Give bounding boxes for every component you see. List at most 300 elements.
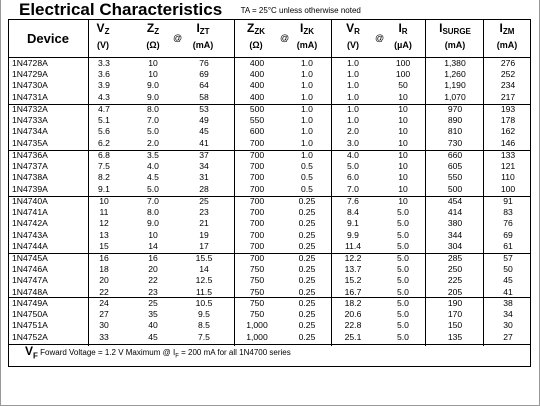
cell-vr: 16.7 [344, 286, 362, 297]
cell-vr: 25.1 [344, 331, 362, 342]
header-device [8, 21, 88, 57]
cell-zz: 10 [148, 69, 158, 80]
cell-izm: 30 [503, 320, 513, 331]
header-izt-symbol: I [196, 21, 200, 35]
header-zz-subscript: Z [154, 27, 160, 36]
cell-ir: 100 [395, 58, 411, 68]
cell-vr: 1.0 [347, 91, 359, 102]
cell-izt: 25 [199, 196, 209, 206]
cell-zz: 14 [148, 240, 158, 251]
cell-izt: 37 [199, 150, 209, 160]
cell-device: 1N4737A [12, 161, 48, 172]
cell-izm: 110 [501, 172, 515, 183]
header-izk-unit: (mA) [296, 40, 318, 50]
cell-zz: 5.0 [147, 183, 159, 194]
cell-izt: 41 [199, 137, 209, 148]
header-vr [338, 21, 368, 57]
cell-izk: 0.25 [298, 309, 316, 320]
cell-izk: 1.0 [301, 80, 313, 91]
header-isurge-unit: (mA) [444, 40, 466, 50]
cell-ir: 5.0 [397, 331, 409, 342]
cell-izt: 17 [199, 240, 209, 251]
cell-isurge: 550 [447, 172, 463, 183]
cell-isurge: 205 [447, 286, 463, 297]
cell-izm: 276 [500, 58, 516, 68]
cell-vz: 5.1 [98, 115, 110, 126]
cell-ir: 5.0 [397, 275, 409, 286]
cell-zz: 40 [148, 320, 158, 331]
cell-zzk: 700 [249, 172, 265, 183]
cell-ir: 5.0 [397, 264, 409, 275]
cell-vr: 1.0 [347, 69, 359, 80]
header-izm-subscript: ZM [502, 27, 515, 36]
cell-zzk: 700 [249, 161, 265, 172]
cell-vz: 15 [99, 240, 109, 251]
cell-izm: 76 [503, 218, 513, 229]
cell-device: 1N4745A [12, 253, 48, 263]
cell-izm: 69 [503, 229, 513, 240]
cell-vz: 4.7 [98, 104, 110, 114]
cell-izk: 0.25 [298, 196, 316, 206]
cell-zzk: 750 [249, 286, 265, 297]
cell-zzk: 600 [249, 126, 265, 137]
cell-device: 1N4739A [12, 183, 48, 194]
cell-izt: 19 [199, 229, 209, 240]
cell-vr: 1.0 [347, 58, 359, 68]
header-izt [186, 21, 220, 57]
cell-isurge: 1,190 [444, 80, 466, 91]
cell-izk: 0.25 [298, 240, 316, 251]
cell-ir: 5.0 [397, 229, 409, 240]
cell-vr: 1.0 [347, 104, 359, 114]
header-vr-symbol: V [346, 21, 355, 35]
table-row [0, 254, 540, 263]
table-row [0, 242, 540, 251]
cell-vr: 6.0 [347, 172, 359, 183]
table-row [0, 208, 540, 217]
header-vz [88, 21, 118, 57]
cell-zz: 8.0 [147, 104, 159, 114]
header-vz-symbol: V [96, 21, 105, 35]
cell-vz: 22 [99, 286, 109, 297]
header-vz-subscript: Z [104, 27, 110, 36]
at-symbol: @ [280, 33, 290, 43]
cell-vz: 6.2 [98, 137, 110, 148]
cell-izm: 100 [500, 183, 516, 194]
cell-vr: 18.2 [344, 298, 362, 308]
cell-izk: 1.0 [301, 69, 313, 80]
cell-vz: 3.6 [98, 69, 110, 80]
cell-izk: 1.0 [301, 137, 313, 148]
table-row [0, 333, 540, 342]
cell-izk: 1.0 [301, 58, 313, 68]
table-row [0, 276, 540, 285]
cell-zz: 23 [148, 286, 158, 297]
cell-izm: 83 [503, 207, 513, 218]
cell-ir: 5.0 [397, 253, 409, 263]
cell-vr: 2.0 [347, 126, 359, 137]
cell-vr: 20.6 [344, 309, 362, 320]
cell-vz: 24 [99, 298, 109, 308]
cell-izt: 31 [199, 172, 209, 183]
cell-ir: 5.0 [397, 309, 409, 320]
cell-zz: 7.0 [147, 196, 159, 206]
cell-zzk: 400 [249, 91, 265, 102]
cell-vr: 1.0 [347, 115, 359, 126]
header-zz [138, 21, 168, 57]
cell-izk: 0.25 [298, 264, 316, 275]
header-ir [385, 21, 421, 57]
cell-zzk: 700 [249, 196, 265, 206]
cell-zzk: 700 [249, 253, 265, 263]
cell-device: 1N4740A [12, 196, 48, 206]
cell-zzk: 400 [249, 69, 265, 80]
cell-vz: 3.3 [98, 58, 110, 68]
cell-izm: 34 [503, 309, 513, 320]
cell-device: 1N4730A [12, 80, 48, 91]
cell-vr: 9.1 [347, 218, 359, 229]
table-row [0, 81, 540, 90]
cell-vz: 16 [99, 253, 109, 263]
cell-vz: 27 [99, 309, 109, 320]
test-condition: TA = 25°C unless otherwise noted [240, 6, 361, 15]
header-izt-unit: (mA) [192, 40, 214, 50]
cell-vz: 9.1 [98, 183, 110, 194]
cell-izm: 50 [503, 264, 513, 275]
cell-ir: 10 [398, 172, 408, 183]
cell-zzk: 750 [249, 264, 265, 275]
cell-izm: 45 [503, 275, 513, 286]
cell-ir: 10 [398, 126, 408, 137]
cell-vr: 7.0 [347, 183, 359, 194]
cell-izt: 53 [199, 104, 209, 114]
cell-ir: 10 [398, 104, 408, 114]
cell-ir: 10 [398, 91, 408, 102]
table-row [0, 173, 540, 182]
cell-izk: 0.5 [301, 161, 313, 172]
cell-device: 1N4744A [12, 240, 48, 251]
cell-izt: 49 [199, 115, 209, 126]
table-row [0, 185, 540, 194]
cell-ir: 10 [398, 115, 408, 126]
cell-device: 1N4736A [12, 150, 48, 160]
cell-zzk: 550 [249, 115, 265, 126]
table-row [0, 116, 540, 125]
cell-ir: 10 [398, 196, 408, 206]
cell-ir: 10 [398, 183, 408, 194]
cell-device: 1N4743A [12, 229, 48, 240]
cell-zz: 4.0 [147, 161, 159, 172]
cell-device: 1N4748A [12, 286, 48, 297]
page-title: Electrical Characteristics [19, 0, 223, 19]
cell-zzk: 750 [249, 309, 265, 320]
header-ir-symbol: I [398, 21, 402, 35]
header-izm-symbol: I [499, 21, 503, 35]
at-symbol: @ [173, 33, 183, 43]
cell-isurge: 730 [447, 137, 463, 148]
table-row [0, 310, 540, 319]
cell-izk: 0.5 [301, 172, 313, 183]
cell-device: 1N4751A [12, 320, 48, 331]
cell-ir: 10 [398, 161, 408, 172]
cell-zz: 16 [148, 253, 158, 263]
cell-vz: 10 [99, 196, 109, 206]
table-row [0, 299, 540, 308]
cell-device: 1N4733A [12, 115, 48, 126]
cell-isurge: 414 [447, 207, 463, 218]
cell-vz: 13 [99, 229, 109, 240]
cell-izm: 27 [503, 331, 513, 342]
header-zzk-unit: (Ω) [249, 40, 263, 50]
cell-vz: 20 [99, 275, 109, 286]
cell-vz: 7.5 [98, 161, 110, 172]
cell-ir: 5.0 [397, 218, 409, 229]
cell-isurge: 1,380 [444, 58, 466, 68]
header-zzk-subscript: ZK [254, 27, 265, 36]
cell-zzk: 700 [249, 229, 265, 240]
cell-vz: 30 [99, 320, 109, 331]
cell-isurge: 810 [447, 126, 463, 137]
cell-isurge: 170 [447, 309, 463, 320]
cell-isurge: 285 [447, 253, 463, 263]
cell-izm: 61 [503, 240, 513, 251]
header-zzk-symbol: Z [246, 21, 255, 35]
cell-izt: 28 [199, 183, 209, 194]
cell-izm: 57 [503, 253, 513, 263]
table-row [0, 139, 540, 148]
table-row [0, 219, 540, 228]
cell-izk: 0.25 [298, 320, 316, 331]
header-device-label: Device [27, 31, 69, 46]
table-row [0, 59, 540, 68]
cell-izt: 34 [199, 161, 209, 172]
cell-zz: 7.0 [147, 115, 159, 126]
cell-izt: 7.5 [198, 331, 210, 342]
cell-isurge: 500 [447, 183, 463, 194]
cell-izt: 45 [199, 126, 209, 137]
cell-izt: 10.5 [195, 298, 213, 308]
cell-vz: 11 [99, 207, 109, 218]
cell-izm: 121 [500, 161, 516, 172]
header-izk [290, 21, 324, 57]
footer-subscript: F [33, 351, 38, 361]
cell-device: 1N4732A [12, 104, 48, 114]
cell-vr: 3.0 [347, 137, 359, 148]
cell-ir: 10 [398, 137, 408, 148]
header-vz-unit: (V) [97, 40, 109, 50]
cell-vz: 8.2 [98, 172, 110, 183]
cell-zz: 45 [148, 331, 158, 342]
cell-izt: 21 [199, 218, 209, 229]
footer-text-b: = 200 mA for all 1N4700 series [178, 348, 291, 357]
cell-vz: 33 [99, 331, 109, 342]
cell-vr: 13.7 [344, 264, 362, 275]
cell-izk: 0.25 [298, 298, 316, 308]
cell-ir: 50 [398, 80, 408, 91]
cell-izt: 9.5 [198, 309, 210, 320]
cell-device: 1N4738A [12, 172, 48, 183]
cell-izk: 0.25 [298, 207, 316, 218]
cell-vz: 18 [99, 264, 109, 275]
cell-izm: 193 [500, 104, 516, 114]
cell-ir: 5.0 [397, 320, 409, 331]
cell-ir: 5.0 [397, 240, 409, 251]
table-row [0, 265, 540, 274]
cell-izt: 11.5 [195, 286, 213, 297]
cell-zz: 20 [148, 264, 158, 275]
cell-zz: 5.0 [147, 126, 159, 137]
cell-zz: 3.5 [147, 150, 159, 160]
cell-zzk: 700 [249, 240, 265, 251]
cell-vz: 12 [99, 218, 109, 229]
table-row [0, 288, 540, 297]
cell-izt: 23 [199, 207, 209, 218]
cell-isurge: 454 [447, 196, 463, 206]
header-ir-subscript: R [401, 27, 408, 36]
cell-izm: 234 [500, 80, 516, 91]
cell-zzk: 700 [249, 183, 265, 194]
header-izm [485, 21, 529, 57]
title-row [19, 0, 361, 20]
cell-izm: 217 [500, 91, 516, 102]
cell-izt: 76 [199, 58, 209, 68]
cell-device: 1N4749A [12, 298, 48, 308]
cell-izk: 1.0 [301, 91, 313, 102]
cell-izm: 38 [503, 298, 513, 308]
cell-ir: 5.0 [397, 298, 409, 308]
cell-zz: 10 [148, 58, 158, 68]
cell-izk: 1.0 [301, 104, 313, 114]
footer-symbol: V [25, 344, 34, 358]
at-symbol: @ [375, 33, 385, 43]
cell-zz: 35 [148, 309, 158, 320]
cell-izk: 1.0 [301, 126, 313, 137]
cell-ir: 10 [398, 150, 408, 160]
cell-vr: 7.6 [347, 196, 359, 206]
cell-ir: 5.0 [397, 207, 409, 218]
cell-izm: 41 [503, 286, 513, 297]
cell-zz: 4.5 [147, 172, 159, 183]
cell-isurge: 344 [447, 229, 463, 240]
header-izm-unit: (mA) [496, 40, 518, 50]
cell-ir: 5.0 [397, 286, 409, 297]
cell-izk: 1.0 [301, 115, 313, 126]
cell-device: 1N4742A [12, 218, 48, 229]
cell-isurge: 225 [447, 275, 463, 286]
cell-isurge: 970 [447, 104, 463, 114]
cell-isurge: 660 [447, 150, 463, 160]
cell-device: 1N4729A [12, 69, 48, 80]
cell-izt: 15.5 [195, 253, 213, 263]
cell-vr: 22.8 [344, 320, 362, 331]
cell-zzk: 750 [249, 298, 265, 308]
header-isurge-subscript: SURGE [442, 27, 471, 36]
cell-izt: 14 [199, 264, 209, 275]
cell-zzk: 1,000 [246, 320, 268, 331]
cell-vr: 4.0 [347, 150, 359, 160]
cell-izt: 58 [199, 91, 209, 102]
cell-vr: 1.0 [347, 80, 359, 91]
cell-izk: 0.5 [301, 183, 313, 194]
header-zz-unit: (Ω) [146, 40, 160, 50]
header-zz-symbol: Z [146, 21, 155, 35]
cell-device: 1N4731A [12, 91, 48, 102]
cell-izm: 162 [500, 126, 516, 137]
header-izt-subscript: ZT [199, 27, 210, 36]
cell-isurge: 605 [447, 161, 463, 172]
cell-isurge: 304 [447, 240, 463, 251]
cell-izm: 178 [500, 115, 516, 126]
cell-zz: 9.0 [147, 80, 159, 91]
cell-zz: 8.0 [147, 207, 159, 218]
cell-vr: 15.2 [344, 275, 362, 286]
cell-izk: 0.25 [298, 253, 316, 263]
cell-izk: 0.25 [298, 286, 316, 297]
cell-zzk: 700 [249, 137, 265, 148]
cell-izm: 133 [500, 150, 516, 160]
cell-vr: 5.0 [347, 161, 359, 172]
cell-vz: 3.9 [98, 80, 110, 91]
cell-izt: 69 [199, 69, 209, 80]
header-ir-unit: (µA) [394, 40, 412, 50]
cell-izt: 64 [199, 80, 209, 91]
table-row [0, 197, 540, 206]
cell-izk: 0.25 [298, 331, 316, 342]
cell-izm: 91 [503, 196, 513, 206]
cell-zz: 10 [148, 229, 158, 240]
cell-zzk: 750 [249, 275, 265, 286]
cell-isurge: 150 [447, 320, 463, 331]
table-row [0, 70, 540, 79]
footer-subscript-2: F [175, 353, 179, 360]
header-vr-unit: (V) [347, 40, 359, 50]
cell-izt: 8.5 [198, 320, 210, 331]
cell-vr: 11.4 [344, 240, 362, 251]
cell-vr: 8.4 [347, 207, 359, 218]
header-zzk [238, 21, 274, 57]
cell-izk: 0.25 [298, 229, 316, 240]
header-isurge-symbol: I [439, 21, 443, 35]
cell-zzk: 700 [249, 150, 265, 160]
header-izk-symbol: I [299, 21, 304, 35]
table-row [0, 321, 540, 330]
cell-zzk: 1,000 [246, 331, 268, 342]
cell-zzk: 400 [249, 80, 265, 91]
cell-isurge: 890 [447, 115, 463, 126]
cell-izt: 12.5 [195, 275, 213, 286]
cell-izk: 1.0 [301, 150, 313, 160]
cell-isurge: 1,070 [444, 91, 466, 102]
cell-zzk: 700 [249, 207, 265, 218]
cell-vr: 9.9 [347, 229, 359, 240]
cell-zz: 9.0 [147, 218, 159, 229]
cell-zzk: 400 [249, 58, 265, 68]
cell-isurge: 1,260 [444, 69, 466, 80]
cell-izk: 0.25 [298, 275, 316, 286]
cell-device: 1N4746A [12, 264, 48, 275]
cell-isurge: 250 [447, 264, 463, 275]
cell-izk: 0.25 [298, 218, 316, 229]
table-row [0, 93, 540, 102]
cell-zz: 9.0 [147, 91, 159, 102]
cell-zzk: 500 [249, 104, 265, 114]
cell-device: 1N4750A [12, 309, 48, 320]
table-row [0, 151, 540, 160]
cell-device: 1N4752A [12, 331, 48, 342]
cell-device: 1N4747A [12, 275, 48, 286]
table-row [0, 105, 540, 114]
cell-zz: 2.0 [147, 137, 159, 148]
